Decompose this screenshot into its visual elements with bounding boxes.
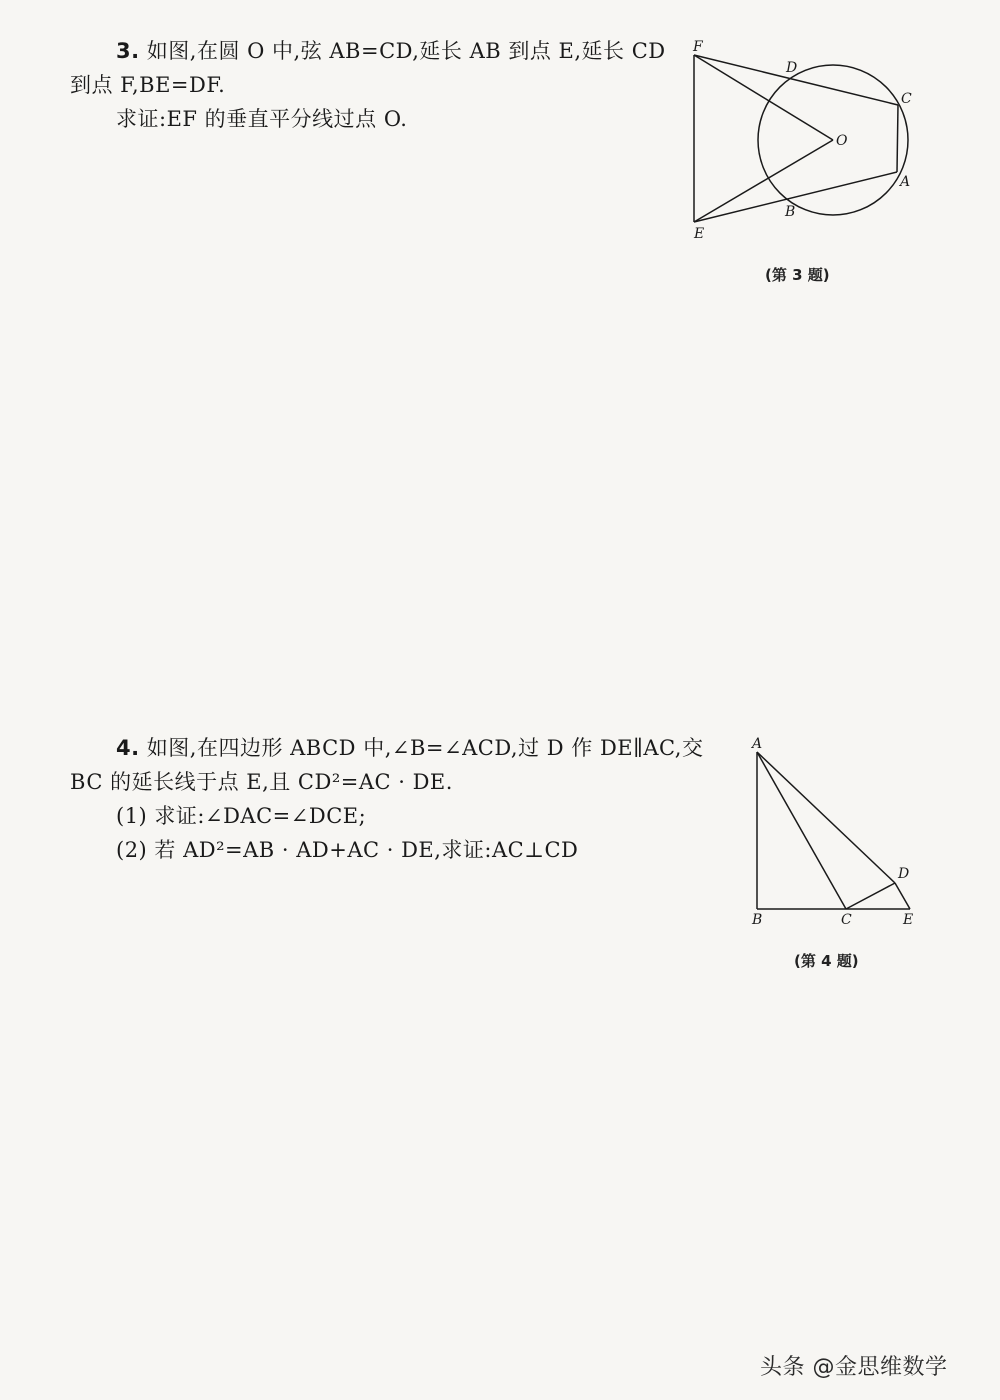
segment-ad	[757, 752, 895, 883]
segment-de	[895, 883, 910, 909]
problem-4-line-2: BC 的延长线于点 E,且 CD²=AC · DE.	[70, 770, 453, 794]
label-c: C	[841, 912, 852, 928]
problem-3-line-2: 到点 F,BE=DF.	[70, 73, 226, 97]
label-a: A	[900, 174, 911, 190]
problem-3-number: 3.	[116, 39, 140, 63]
segment-cd	[846, 883, 895, 909]
label-e: E	[903, 912, 914, 928]
label-o: O	[836, 133, 848, 149]
label-d: D	[898, 866, 910, 882]
watermark: 头条 @金思维数学	[760, 1355, 948, 1380]
label-f: F	[693, 39, 703, 55]
label-d: D	[786, 60, 798, 76]
label-b: B	[752, 912, 763, 928]
label-a: A	[752, 736, 763, 752]
segment-ac	[757, 752, 846, 909]
label-b: B	[785, 204, 796, 220]
figure-3-caption: (第 3 题)	[765, 266, 830, 284]
label-e: E	[694, 226, 705, 242]
label-c: C	[901, 91, 912, 107]
problem-4-item-1: (1) 求证:∠DAC=∠DCE;	[116, 804, 367, 828]
problem-3-text-1: 如图,在圆 O 中,弦 AB=CD,延长 AB 到点 E,延长 CD	[146, 39, 666, 63]
problem-3-line-3: 求证:EF 的垂直平分线过点 O.	[116, 107, 408, 131]
problem-4-text-1: 如图,在四边形 ABCD 中,∠B=∠ACD,过 D 作 DE∥AC,交	[146, 736, 704, 760]
problem-4-number: 4.	[116, 736, 140, 760]
problem-4-item-2: (2) 若 AD²=AB · AD+AC · DE,求证:AC⊥CD	[116, 838, 579, 862]
figure-4-caption: (第 4 题)	[794, 952, 859, 970]
